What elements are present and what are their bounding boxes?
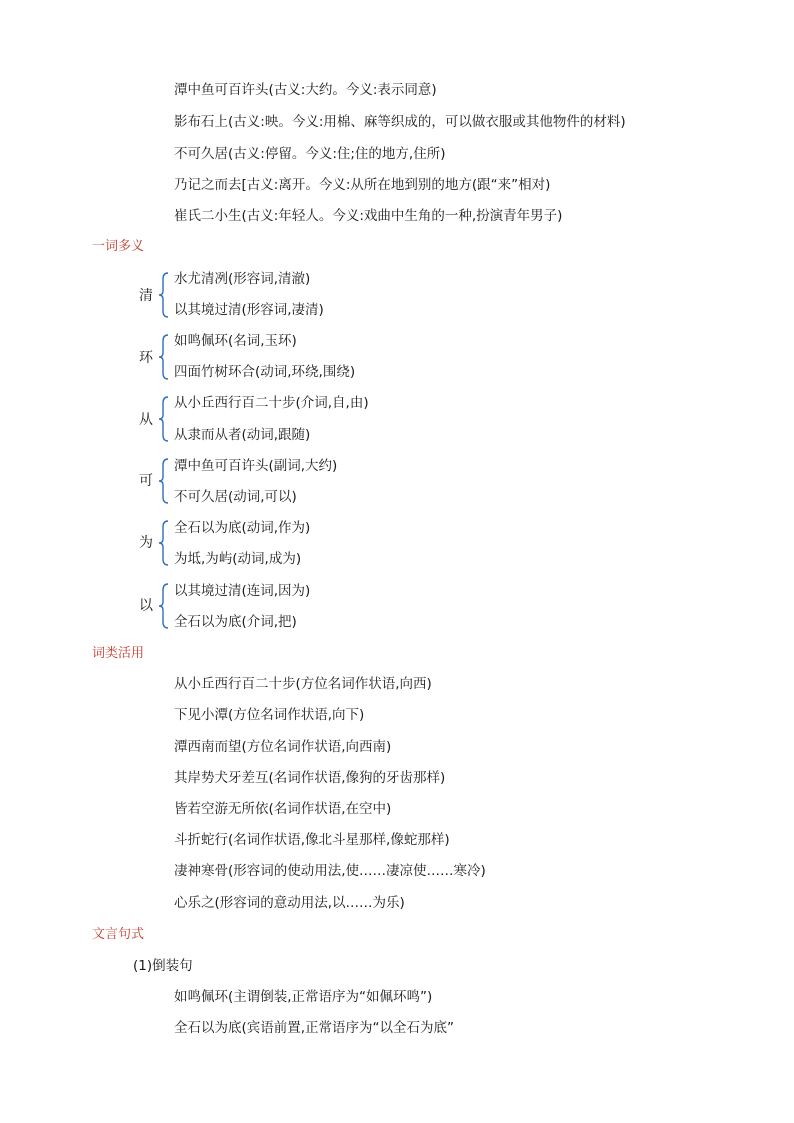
gujin-line-3: 不可久居(古义:停留。今义:住;住的地方,住所) [174,146,446,162]
sentence-subheading: (1)倒装句 [133,958,193,974]
polysemy-char: 从 [139,412,153,428]
heading-word-class: 词类活用 [92,646,145,661]
brace-icon [158,458,170,504]
gujin-line-2: 影布石上(古义:映。今义:用棉、麻等织成的，可以做衣服或其他物件的材料) [174,114,626,130]
word-class-item: 潭西南而望(方位名词作状语,向西南) [174,739,392,755]
polysemy-sense: 如鸣佩环(名词,玉环) [174,333,297,349]
polysemy-sense: 潭中鱼可百许头(副词,大约) [174,458,338,474]
brace-icon [158,334,170,380]
polysemy-char: 以 [139,598,153,614]
polysemy-sense: 不可久居(动词,可以) [174,489,297,505]
brace-icon [158,583,170,629]
gujin-line-5: 崔氏二小生(古义:年轻人。今义:戏曲中生角的一种,扮演青年男子) [174,208,563,224]
polysemy-sense: 从隶而从者(动词,跟随) [174,427,311,443]
heading-sentence: 文言句式 [92,927,145,942]
polysemy-sense: 以其境过清(形容词,凄清) [174,302,324,318]
brace-icon [158,520,170,566]
polysemy-sense: 水尤清冽(形容词,清澈) [174,271,311,287]
polysemy-sense: 四面竹树环合(动词,环绕,围绕) [174,364,356,380]
brace-icon [158,396,170,442]
polysemy-sense: 全石以为底(介词,把) [174,614,297,630]
word-class-item: 下见小潭(方位名词作状语,向下) [174,707,365,723]
polysemy-sense: 从小丘西行百二十步(介词,自,由) [174,395,369,411]
gujin-line-1: 潭中鱼可百许头(古义:大约。今义:表示同意) [174,82,437,98]
sentence-item: 全石以为底(宾语前置,正常语序为“以全石为底” [174,1020,455,1036]
polysemy-char: 清 [139,288,153,304]
word-class-item: 斗折蛇行(名词作状语,像北斗星那样,像蛇那样) [174,832,450,848]
gujin-line-4: 乃记之而去[古义:离开。今义:从所在地到别的地方(跟“来”相对) [174,177,551,193]
heading-polysemy: 一词多义 [92,239,145,254]
brace-icon [158,272,170,318]
word-class-item: 其岸势犬牙差互(名词作状语,像狗的牙齿那样) [174,770,446,786]
polysemy-char: 为 [139,535,153,551]
word-class-item: 皆若空游无所依(名词作状语,在空中) [174,801,392,817]
sentence-item: 如鸣佩环(主谓倒装,正常语序为“如佩环鸣”) [174,989,433,1005]
word-class-item: 心乐之(形容词的意动用法,以……为乐) [174,895,405,911]
polysemy-sense: 为坻,为屿(动词,成为) [174,551,302,567]
polysemy-sense: 全石以为底(动词,作为) [174,520,311,536]
polysemy-char: 可 [139,473,153,489]
word-class-item: 从小丘西行百二十步(方位名词作状语,向西) [174,676,432,692]
polysemy-char: 环 [139,350,153,366]
polysemy-sense: 以其境过清(连词,因为) [174,583,311,599]
word-class-item: 凄神寒骨(形容词的使动用法,使……凄凉使……寒冷) [174,863,486,879]
